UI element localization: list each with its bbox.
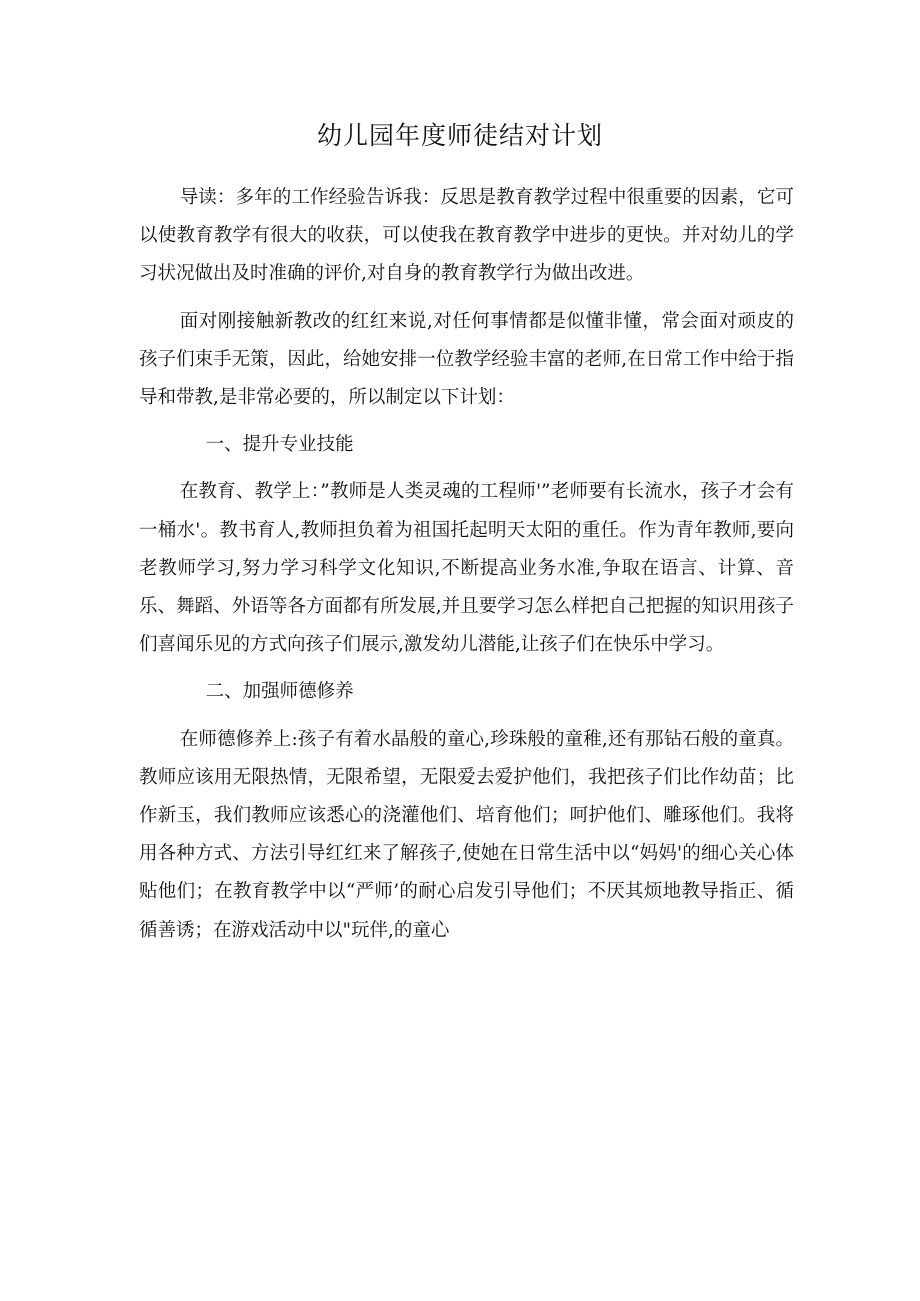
intro-paragraph: 导读：多年的工作经验告诉我：反思是教育教学过程中很重要的因素，它可以使教育教学有很大的收获，可以使我在教育教学中进步的更快。并对幼儿的学习状况做出及时准确的评价,对自身的教育教学行为做出改进。 — [139, 187, 794, 285]
document-body — [139, 179, 794, 959]
section-heading-ethics: 二、加强师德修养 — [205, 681, 354, 703]
ethics-paragraph: 在师德修养上:孩子有着水晶般的童心,珍珠般的童稚,还有那钻石般的童真。教师应该用无限热情，无限希望，无限爱去爱护他们，我把孩子们比作幼苗；比作新玉，我们教师应该悉心的浇灌他们、培育他们；呵护他们、雕琢他们。我将用各种方式、方法引导红红来了解孩子,使她在日常生活中以“妈妈'的细心关心体贴他们；在教育教学中以“严师’的耐心启发引导他们；不厌其烦地教导指正、循循善诱；在游戏活动中以"玩伴,的童心 — [139, 728, 794, 941]
background-paragraph: 面对刚接触新教改的红红来说,对任何事情都是似懂非懂，常会面对顽皮的孩子们束手无策，因此，给她安排一位教学经验丰富的老师,在日常工作中给于指导和带教,是非常必要的，所以制定以下计划： — [139, 310, 794, 409]
section-heading-skills: 一、提升专业技能 — [205, 434, 354, 456]
skills-paragraph: 在教育、教学上：”教师是人类灵魂的工程师'”老师要有长流水，孩子才会有一桶水'。教书育人,教师担负着为祖国托起明天太阳的重任。作为青年教师,要向老教师学习,努力学习科学文化知识,不断提高业务水准,争取在语言、计算、音乐、舞蹈、外语等各方面都有所发展,并且要学习怎么样把自己把握的知识用孩子们喜闻乐见的方式向孩子们展示,激发幼儿潜能,让孩子们在快乐中学习。 — [139, 481, 794, 656]
document-title: 幼儿园年度师徒结对计划 — [316, 121, 603, 150]
